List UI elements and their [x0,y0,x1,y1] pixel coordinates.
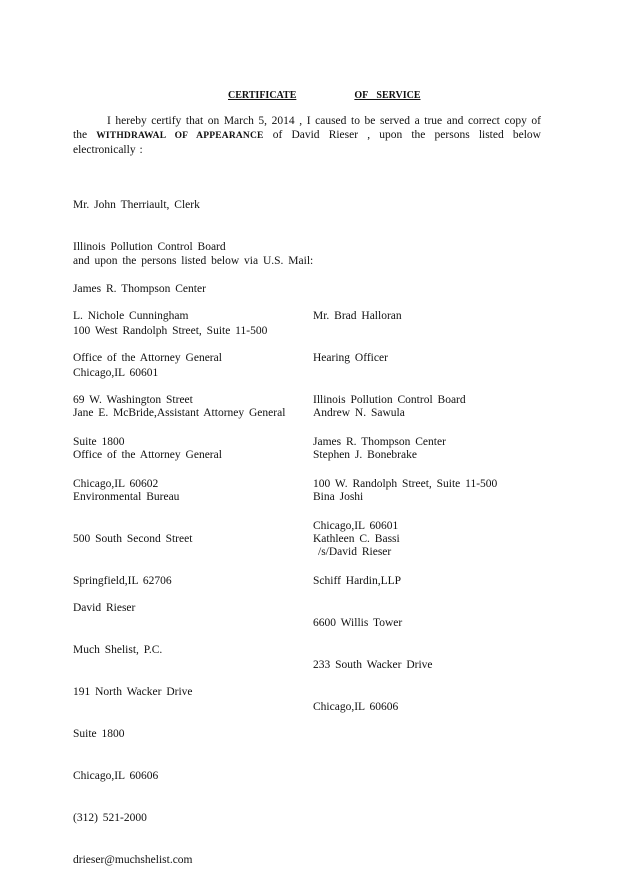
address-line: 500 South Second Street [73,533,193,545]
sender-line: (312) 521-2000 [73,812,147,824]
address-line: Schiff Hardin,LLP [313,575,402,587]
address-line: Office of the Attorney General [73,449,222,461]
sender-line: Suite 1800 [73,728,125,740]
address-line: L. Nichole Cunningham [73,310,189,322]
sender-line: Chicago,IL 60606 [73,770,159,782]
address-line: 100 West Randolph Street, Suite 11-500 [73,325,268,337]
address-line: Kathleen C. Bassi [313,533,400,545]
sender-line: 191 North Wacker Drive [73,686,193,698]
address-line: Environmental Bureau [73,491,180,503]
address-line: Illinois Pollution Control Board [73,241,226,253]
address-line: 69 W. Washington Street [73,394,193,406]
address-line: Mr. Brad Halloran [313,310,402,322]
certification-intro: I hereby certify that on March 5, 2014 , I caused to be served a true and correct copy of the [73,115,541,141]
address-line: Chicago,IL 60602 [73,478,159,490]
address-line: Chicago,IL 60601 [313,520,399,532]
address-line: Jane E. McBride,Assistant Attorney General [73,407,286,419]
certification-outro: of David Rieser , upon the persons listed below electronically : [73,129,541,156]
address-line: 233 South Wacker Drive [313,659,433,671]
address-line: Chicago,IL 60601 [73,367,159,379]
address-line: Mr. John Therriault, Clerk [73,199,200,211]
address-line: James R. Thompson Center [73,283,206,295]
address-line: Hearing Officer [313,352,388,364]
address-line: Illinois Pollution Control Board [313,394,466,406]
sender-block [73,573,193,881]
mail-intro: and upon the persons listed below via U.S. Mail: [73,255,314,267]
document-name: WITHDRAWAL OF APPEARANCE [96,131,264,141]
certification-paragraph [73,114,541,157]
sender-email: drieser@muchshelist.com [73,854,193,866]
title-part-certificate: CERTIFICATE [228,90,297,101]
address-line: Andrew N. Sawula [313,407,405,419]
recipient-left-2 [73,378,285,602]
sender-line: Much Shelist, P.C. [73,644,163,656]
address-line: Bina Joshi [313,491,364,503]
address-line: Office of the Attorney General [73,352,222,364]
electronic-signature: /s/David Rieser [318,546,392,558]
address-line: Springfield,IL 62706 [73,575,172,587]
address-line: Chicago,IL 60606 [313,701,399,713]
address-line: James R. Thompson Center [313,436,446,448]
address-line: Stephen J. Bonebrake [313,449,417,461]
address-line: Suite 1800 [73,436,125,448]
document-title [228,89,445,103]
address-line: 100 W. Randolph Street, Suite 11-500 [313,478,498,490]
title-part-of-service: OF SERVICE [354,90,421,101]
sender-line: David Rieser [73,602,136,614]
address-line: 6600 Willis Tower [313,617,403,629]
